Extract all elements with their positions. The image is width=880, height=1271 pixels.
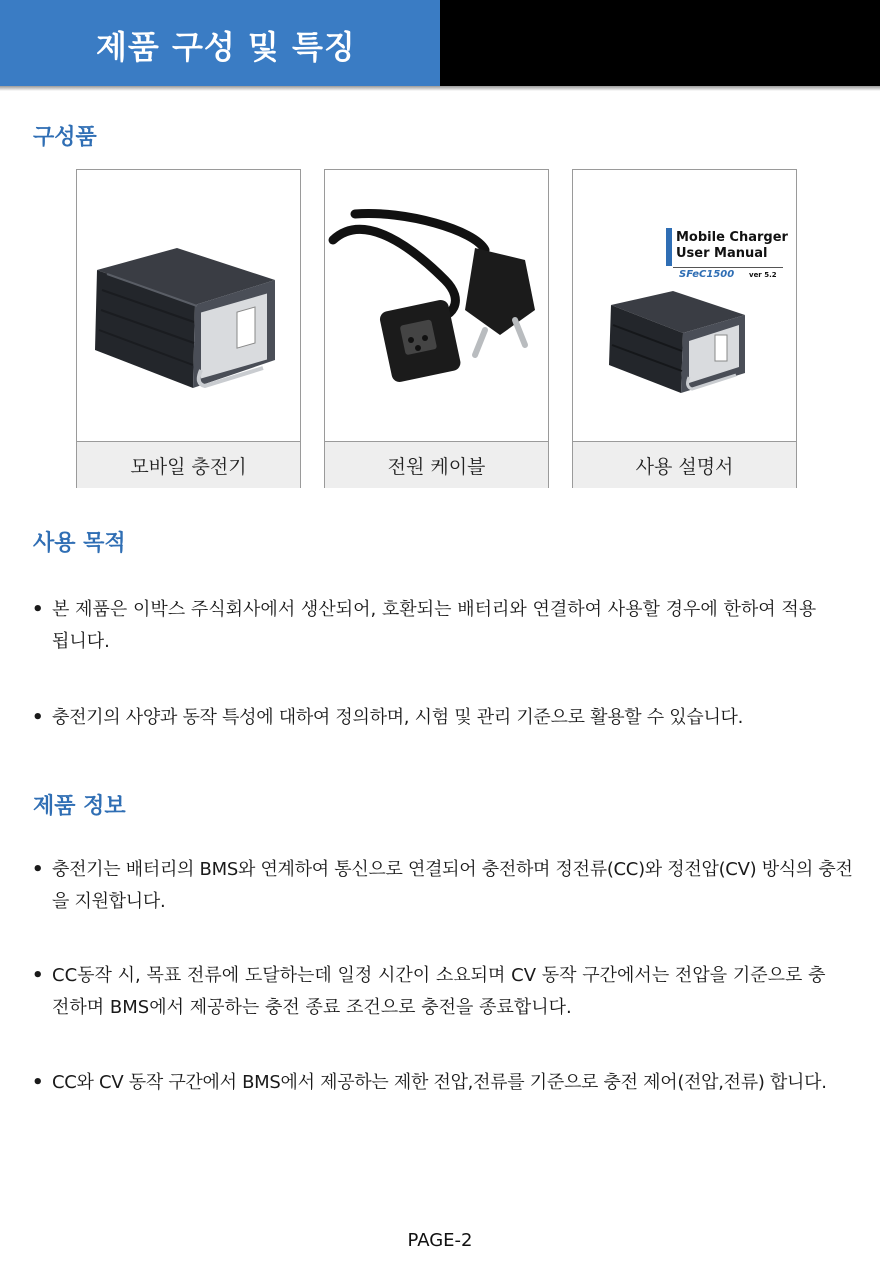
bullet-marker: •	[32, 707, 44, 728]
info-bullet-1	[32, 854, 862, 918]
info-text: 충전기는 배터리의 BMS와 연계하여 통신으로 연결되어 충전하며 정전류(CC)와 정전압(CV) 방식의 충전을 지원합니다.	[52, 859, 853, 912]
charger-image	[77, 170, 300, 440]
component-caption: 사용 설명서	[573, 441, 796, 488]
purpose-heading: 사용 목적	[33, 531, 126, 556]
purpose-text: 충전기의 사양과 동작 특성에 대하여 정의하며, 시험 및 관리 기준으로 활용할 수 있습니다.	[52, 707, 744, 728]
component-caption: 모바일 충전기	[77, 441, 300, 488]
bullet-marker: •	[32, 859, 44, 880]
header-black-band	[440, 0, 880, 86]
bullet-marker: •	[32, 599, 44, 620]
manual-cover-line2: User Manual	[676, 246, 768, 261]
manual-image	[573, 170, 796, 440]
components-heading: 구성품	[33, 125, 97, 150]
info-text: CC동작 시, 목표 전류에 도달하는데 일정 시간이 소요되며 CV 동작 구간에서는 전압을 기준으로 충전하며 BMS에서 제공하는 충전 종료 조건으로 충전을 종료합니다.	[52, 965, 826, 1018]
manual-cover-line1: Mobile Charger	[676, 230, 788, 245]
info-bullet-3	[32, 1067, 862, 1099]
header-shadow	[0, 86, 880, 91]
manual-cover-model: SFeC1500	[679, 269, 735, 280]
purpose-bullet-2	[32, 702, 862, 734]
info-text: CC와 CV 동작 구간에서 BMS에서 제공하는 제한 전압,전류를 기준으로 충전 제어(전압,전류) 합니다.	[52, 1072, 827, 1093]
power-cable-image	[325, 170, 548, 440]
manual-cover-version: ver 5.2	[749, 271, 777, 279]
component-card-charger	[76, 169, 301, 488]
component-card-manual	[572, 169, 797, 488]
purpose-text: 본 제품은 이박스 주식회사에서 생산되어, 호환되는 배터리와 연결하여 사용할 경우에 한하여 적용됩니다.	[52, 599, 817, 652]
purpose-bullet-1	[32, 594, 822, 658]
charger-thumbnail	[603, 285, 783, 415]
component-card-cable	[324, 169, 549, 488]
component-caption: 전원 케이블	[325, 441, 548, 488]
info-heading: 제품 정보	[33, 794, 126, 819]
page-title: 제품 구성 및 특징	[96, 28, 356, 66]
bullet-marker: •	[32, 1072, 44, 1093]
info-bullet-2	[32, 960, 832, 1024]
bullet-marker: •	[32, 965, 44, 986]
page-number: PAGE-2	[407, 1230, 473, 1251]
